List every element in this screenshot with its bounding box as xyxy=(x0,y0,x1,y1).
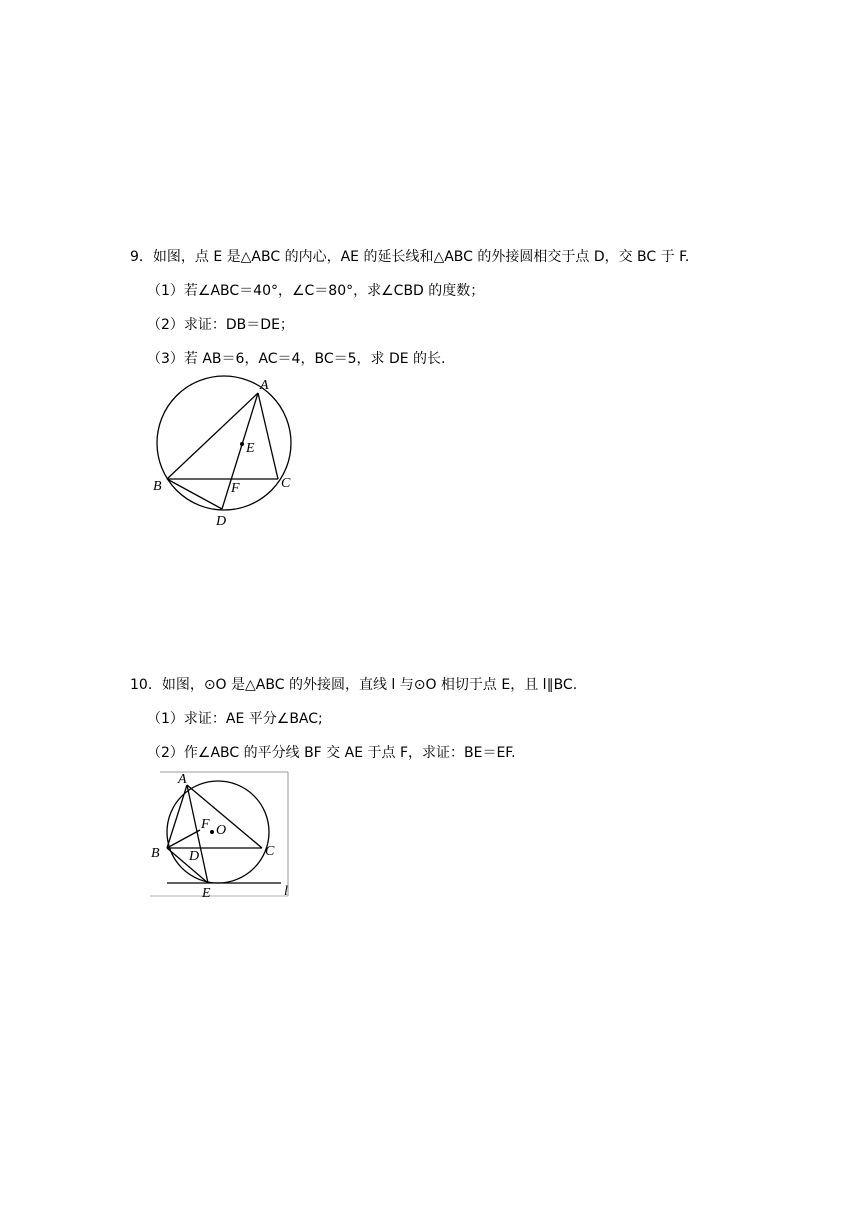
center-O-dot xyxy=(210,830,214,834)
label-O: O xyxy=(216,823,227,838)
problem9-figure xyxy=(150,375,310,535)
circumcircle xyxy=(157,376,291,510)
label-C: C xyxy=(281,476,291,491)
label-B: B xyxy=(153,479,162,494)
label-B: B xyxy=(151,846,160,861)
label-A: A xyxy=(178,772,187,787)
problem9-part2: （2）求证：DB＝DE； xyxy=(147,317,294,333)
problem9-part3: （3）若 AB＝6，AC＝4，BC＝5，求 DE 的长. xyxy=(147,351,446,367)
label-F: F xyxy=(201,817,210,832)
problem9-part1: （1）若∠ABC＝40°，∠C＝80°，求∠CBD 的度数； xyxy=(147,283,485,299)
label-D: D xyxy=(216,514,227,529)
problem10-part2: （2）作∠ABC 的平分线 BF 交 AE 于点 F，求证：BE＝EF. xyxy=(147,745,516,761)
label-l: l xyxy=(284,884,288,899)
label-E: E xyxy=(202,886,211,900)
label-A: A xyxy=(260,378,269,393)
label-D: D xyxy=(189,849,200,864)
segment-BD xyxy=(167,479,222,509)
problem10-figure xyxy=(145,768,295,900)
point-E-dot xyxy=(240,442,244,446)
problem9-stem: 9．如图，点 E 是△ABC 的内心，AE 的延长线和△ABC 的外接圆相交于点 D，交 BC 于 F. xyxy=(130,249,690,265)
label-F: F xyxy=(231,481,240,496)
segment-AC xyxy=(258,393,278,479)
label-E: E xyxy=(246,441,255,456)
problem10-stem: 10．如图，⊙O 是△ABC 的外接圆，直线 l 与⊙O 相切于点 E，且 l∥BC. xyxy=(130,677,578,693)
label-C: C xyxy=(265,844,275,859)
problem10-part1: （1）求证：AE 平分∠BAC; xyxy=(147,711,323,727)
